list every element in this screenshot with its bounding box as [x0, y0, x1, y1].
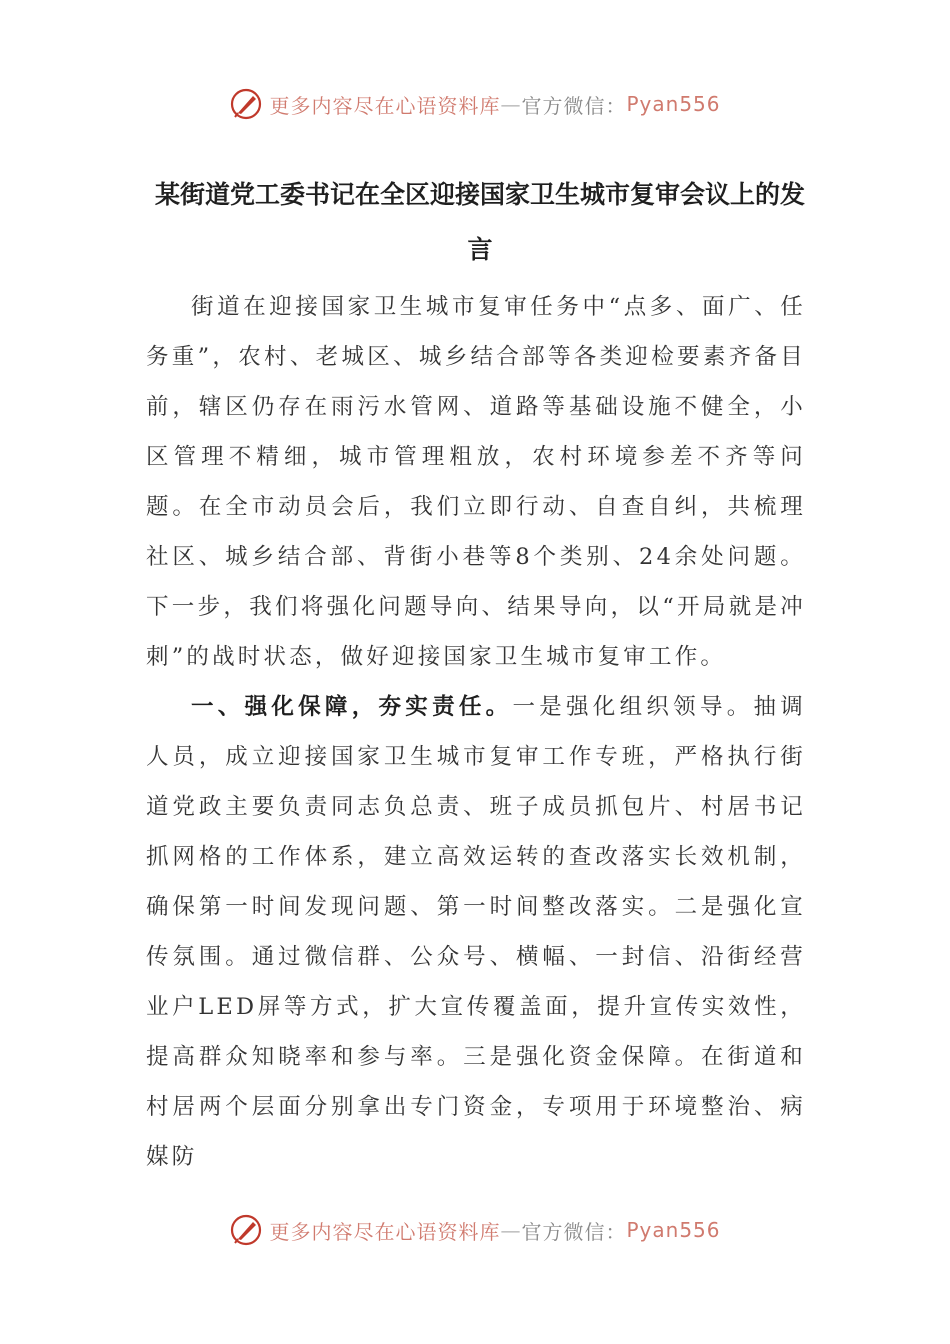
banner-label: 官方微信：: [521, 1219, 627, 1244]
section-heading: 一、强化保障，夯实责任。: [191, 694, 513, 720]
banner-text: 更多内容尽在心语资料库: [269, 93, 501, 118]
quill-logo-icon: [229, 1213, 263, 1247]
banner-separator: —: [500, 92, 522, 116]
footer-watermark-banner: [0, 1210, 950, 1250]
banner-wechat-id: Pyan556: [626, 1218, 721, 1242]
section-body: 一是强化组织领导。抽调人员，成立迎接国家卫生城市复审工作专班，严格执行街道党政主要负责同志负总责、班子成员抓包片、村居书记抓网格的工作体系，建立高效运转的查改落实长效机制，确保第一时间发现问题、第一时间整改落实。二是强化宣传氛围。通过微信群、公众号、横幅、一封信、沿街经营业户LED屏等方式，扩大宣传覆盖面，提升宣传实效性，提高群众知晓率和参与率。三是强化资金保障。在街道和村居两个层面分别拿出专门资金，专项用于环境整治、病媒防: [146, 694, 806, 1170]
header-watermark-banner: [0, 84, 950, 124]
paragraph-section-1: [146, 682, 806, 1182]
banner-label: 官方微信：: [521, 93, 627, 118]
banner-text: 更多内容尽在心语资料库: [269, 1219, 501, 1244]
paragraph-intro: 街道在迎接国家卫生城市复审任务中“点多、面广、任务重”，农村、老城区、城乡结合部等各类迎检要素齐备目前，辖区仍存在雨污水管网、道路等基础设施不健全，小区管理不精细，城市管理粗放，农村环境参差不齐等问题。在全市动员会后，我们立即行动、自查自纠，共梳理社区、城乡结合部、背街小巷等8个类别、24余处问题。下一步，我们将强化问题导向、结果导向，以“开局就是冲刺”的战时状态，做好迎接国家卫生城市复审工作。: [146, 294, 806, 670]
banner-wechat-id: Pyan556: [626, 92, 721, 116]
document-title: 某街道党工委书记在全区迎接国家卫生城市复审会议上的发言: [154, 180, 805, 264]
document-body: [146, 282, 806, 1182]
banner-separator: —: [500, 1218, 522, 1242]
quill-logo-icon: [229, 87, 263, 121]
